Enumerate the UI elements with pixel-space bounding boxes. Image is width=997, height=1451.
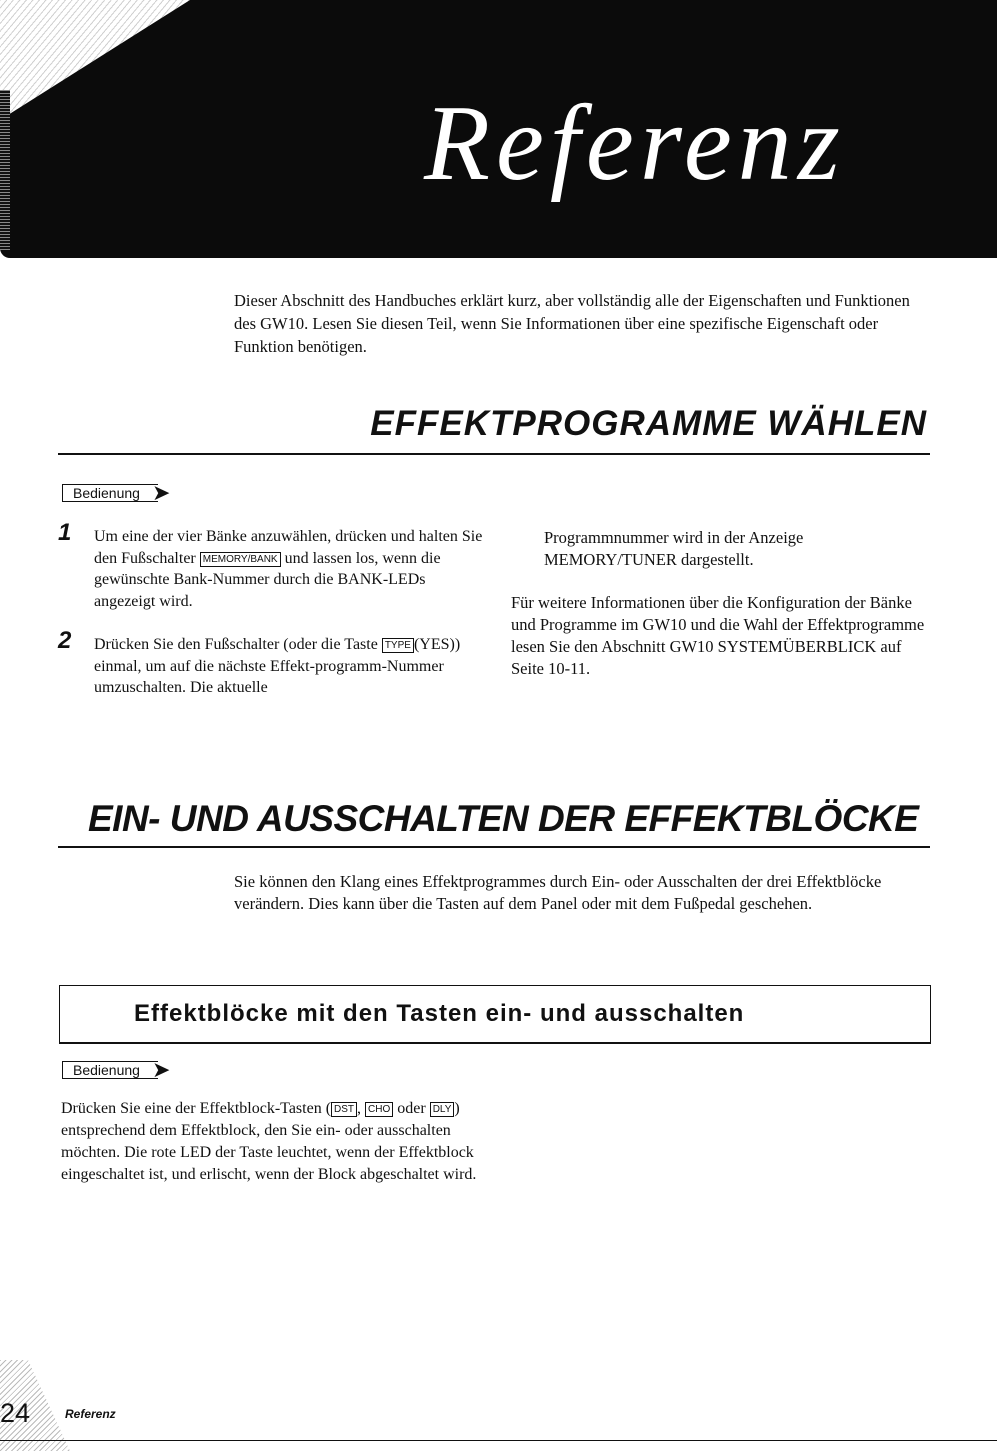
dly-key: DLY xyxy=(430,1102,455,1117)
bedienung-label: Bedienung xyxy=(62,1061,158,1079)
step-number: 2 xyxy=(58,627,72,654)
footer-rule xyxy=(0,1440,997,1441)
cho-key: CHO xyxy=(365,1102,393,1117)
subsection-title: Effektblöcke mit den Tasten ein- und ausschalten xyxy=(134,1000,745,1027)
bedienung-tag xyxy=(62,480,171,505)
step-text: (YES)) einmal, um auf die nächste Effekt-programm-Nummer umzuschalten. Die aktuelle xyxy=(94,636,461,696)
section-rule xyxy=(58,453,930,455)
step-text: Drücken Sie den Fußschalter (oder die Taste xyxy=(94,636,378,653)
step-text: Um eine der vier Bänke anzuwählen, drücken und halten Sie den Fußschalter xyxy=(94,528,483,567)
section-title-effektbloecke: EIN- UND AUSSCHALTEN DER EFFEKTBLÖCKE xyxy=(88,798,919,839)
footer-label: Referenz xyxy=(65,1407,116,1421)
effektblock-paragraph xyxy=(61,1098,491,1186)
bedienung-tag xyxy=(62,1057,171,1082)
section-2-paragraph: Sie können den Klang eines Effektprogrammes durch Ein- oder Ausschalten der drei Effektblöcke verändern. Dies kann über die Tasten auf dem Panel oder mit dem Fußpedal geschehen. xyxy=(234,872,882,913)
para-text: Drücken Sie eine der Effektblock-Tasten ( xyxy=(61,1100,332,1117)
section-title-effektprogramme: EFFEKTPROGRAMME WÄHLEN xyxy=(370,404,927,443)
memory-bank-key: MEMORY/BANK xyxy=(200,552,281,567)
para-text: oder xyxy=(397,1100,426,1117)
section-rule xyxy=(58,846,930,848)
dither-edge xyxy=(0,90,10,250)
step-text: und lassen los, wenn die gewünschte Bank-Nummer durch die BANK-LEDs angezeigt wird. xyxy=(94,549,441,610)
step-number: 1 xyxy=(58,519,72,546)
info-paragraph: Für weitere Informationen über die Konfiguration der Bänke und Programme im GW10 und die Wahl der Effektprogramme lesen Sie den Abschnitt GW10 SYSTEMÜBERBLICK auf Seite 10-11. xyxy=(511,593,925,678)
intro-paragraph: Dieser Abschnitt des Handbuches erklärt kurz, aber vollständig alle der Eigenschaften und Funktionen des GW10. Lesen Sie diesen Teil, wenn Sie Informationen über eine spezifische Eigenschaft oder Funktion benötigen. xyxy=(234,291,910,356)
type-key: TYPE xyxy=(382,638,414,653)
dither-pattern xyxy=(0,0,190,120)
dst-key: DST xyxy=(331,1102,357,1117)
step-2 xyxy=(58,627,484,699)
page-number: 24 xyxy=(0,1398,31,1428)
arrow-right-icon: ➤ xyxy=(151,480,171,505)
chapter-title: Referenz xyxy=(424,84,846,203)
subsection-box xyxy=(59,985,931,1044)
para-text: ) entsprechend dem Effektblock, den Sie ein- oder ausschalten möchten. Die rote LED der Taste leuchtet, wenn der Effektblock eingeschaltet ist, und erlischt, wenn der Block abgeschaltet wird. xyxy=(61,1100,477,1183)
para-text: , xyxy=(357,1100,362,1117)
step-1 xyxy=(58,519,484,612)
step-2-continuation: Programmnummer wird in der Anzeige MEMORY/TUNER dargestellt. xyxy=(544,528,804,569)
title-banner xyxy=(0,0,997,258)
arrow-right-icon: ➤ xyxy=(151,1057,171,1082)
bedienung-label: Bedienung xyxy=(62,484,158,502)
